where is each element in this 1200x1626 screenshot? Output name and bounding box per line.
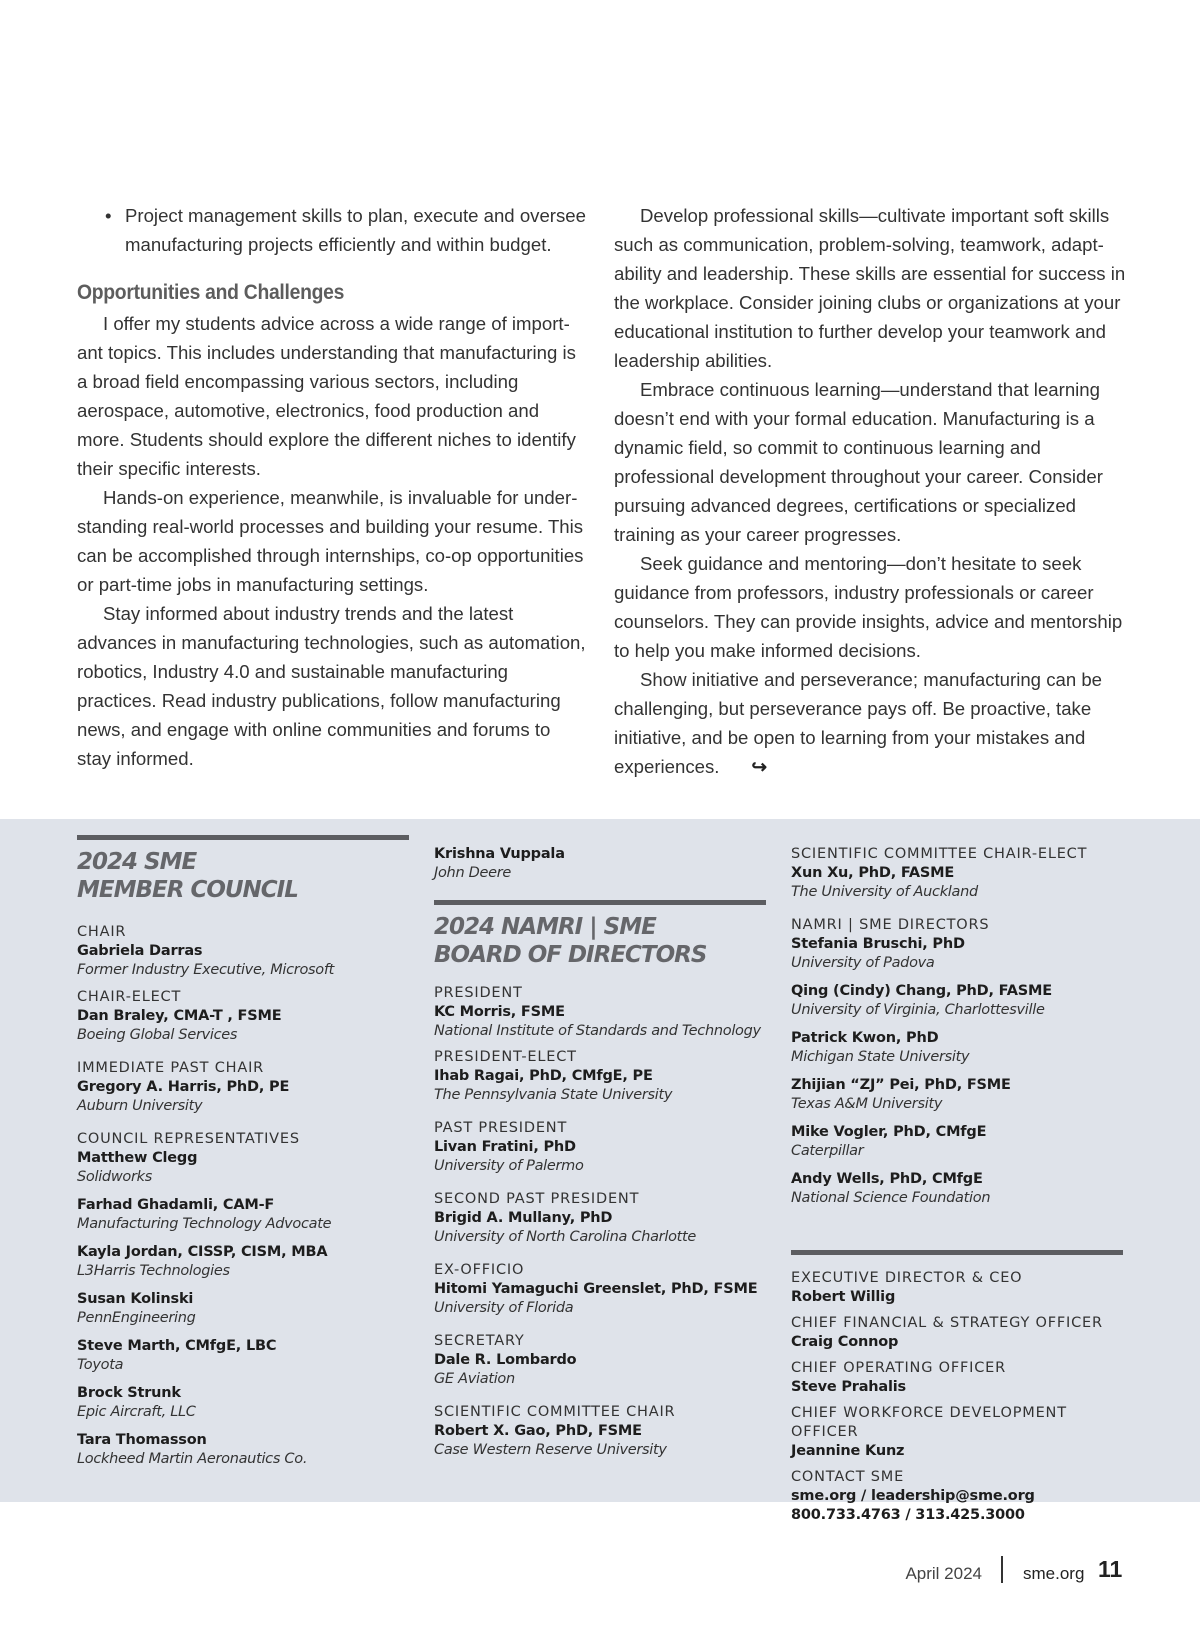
board-title	[434, 913, 766, 969]
member-org: The Pennsylvania State University	[434, 1087, 673, 1103]
role-label: SECRETARY	[434, 1333, 525, 1349]
council-title-line1: 2024 SME	[77, 849, 197, 875]
paragraph-last	[614, 665, 1126, 781]
end-mark-icon: ↪	[751, 756, 768, 777]
member-name: Andy Wells, PhD, CMfgE	[791, 1171, 983, 1187]
member-name: Steve Marth, CMfgE, LBC	[77, 1338, 277, 1354]
council-rep	[77, 1196, 409, 1234]
director	[791, 1076, 1123, 1114]
leadership-panel	[0, 819, 1200, 1523]
member-name: Kayla Jordan, CISSP, CISM, MBA	[77, 1244, 328, 1260]
role-label: SCIENTIFIC COMMITTEE CHAIR	[434, 1404, 676, 1420]
issue-date: April 2024	[905, 1564, 982, 1583]
member-name: Mike Vogler, PhD, CMfgE	[791, 1124, 987, 1140]
council-rep	[77, 1290, 409, 1328]
member-org: University of Palermo	[434, 1158, 584, 1174]
role-label: CHAIR	[77, 924, 127, 940]
member-org: Caterpillar	[791, 1143, 864, 1159]
bullet-marker: •	[105, 205, 112, 226]
article-left-column	[77, 201, 587, 773]
member-org: University of Padova	[791, 955, 935, 971]
council-rep	[77, 1384, 409, 1422]
paragraph-text: Show initiative and perseverance; manufacturing can be challenging, but perseverance pays off. Be proactive, take initiative, and be open to learning from your mistakes and experiences.	[614, 669, 1103, 777]
member-org: Toyota	[77, 1357, 124, 1373]
staff-name: Jeannine Kunz	[791, 1443, 905, 1459]
council-title	[77, 848, 409, 904]
role-label: NAMRI | SME DIRECTORS	[791, 917, 990, 933]
director	[791, 1170, 1123, 1208]
member-org: University of North Carolina Charlotte	[434, 1229, 697, 1245]
member-name: Dan Braley, CMA-T , FSME	[77, 1008, 282, 1024]
divider-rule	[77, 835, 409, 840]
directors-column	[791, 819, 1123, 1525]
board-title-line2: BOARD OF DIRECTORS	[434, 942, 707, 968]
role-label: SECOND PAST PRESIDENT	[434, 1191, 640, 1207]
member-name: Stefania Bruschi, PhD	[791, 936, 965, 952]
role-label: CONTACT SME	[791, 1469, 905, 1485]
member-org: Texas A&M University	[791, 1096, 943, 1112]
member-org: Manufacturing Technology Advocate	[77, 1216, 332, 1232]
member-org: National Science Foundation	[791, 1190, 991, 1206]
paragraph: Develop professional skills—cultivate important soft skills such as communication, problem-solving, teamwork, adaptability and leadership. These skills are essential for success in the workplace. Consider joining clubs or organizations at your educational institution to further develop your teamwork and leadership abilities.	[614, 205, 1126, 371]
director	[791, 935, 1123, 973]
member-org: Auburn University	[77, 1098, 203, 1114]
council-rep	[77, 1243, 409, 1281]
member-name: Qing (Cindy) Chang, PhD, FASME	[791, 983, 1052, 999]
role-label: CHIEF WORKFORCE DEVELOPMENT OFFICER	[791, 1405, 1067, 1440]
footer-divider	[1001, 1556, 1003, 1583]
role-label: PRESIDENT-ELECT	[434, 1049, 577, 1065]
member-name: Xun Xu, PhD, FASME	[791, 865, 955, 881]
divider-rule	[791, 1250, 1123, 1255]
member-name: KC Morris, FSME	[434, 1004, 565, 1020]
member-org: Epic Aircraft, LLC	[77, 1404, 196, 1420]
role-label: CHAIR-ELECT	[77, 989, 182, 1005]
contact-phone: 800.733.4763 / 313.425.3000	[791, 1507, 1025, 1523]
director	[791, 982, 1123, 1020]
member-org: L3Harris Technologies	[77, 1263, 230, 1279]
member-org: Lockheed Martin Aeronautics Co.	[77, 1451, 308, 1467]
council-title-line2: MEMBER COUNCIL	[77, 877, 298, 903]
role-label: EXECUTIVE DIRECTOR & CEO	[791, 1270, 1023, 1286]
section-heading: Opportunities and Challenges	[77, 281, 345, 304]
role-label: EX-OFFICIO	[434, 1262, 525, 1278]
council-rep	[77, 1431, 409, 1469]
role-label: IMMEDIATE PAST CHAIR	[77, 1060, 265, 1076]
role-label: PRESIDENT	[434, 985, 523, 1001]
role-label: CHIEF OPERATING OFFICER	[791, 1360, 1006, 1376]
article-right-column	[614, 201, 1126, 781]
member-org: The University of Auckland	[791, 884, 978, 900]
member-name: Livan Fratini, PhD	[434, 1139, 576, 1155]
member-org: University of Virginia, Charlottesville	[791, 1002, 1045, 1018]
council-rep	[434, 845, 766, 883]
staff-name: Craig Connop	[791, 1334, 899, 1350]
member-org: PennEngineering	[77, 1310, 196, 1326]
member-org: Michigan State University	[791, 1049, 970, 1065]
member-name: Brigid A. Mullany, PhD	[434, 1210, 613, 1226]
role-label: COUNCIL REPRESENTATIVES	[77, 1131, 300, 1147]
member-name: Gabriela Darras	[77, 943, 203, 959]
paragraph: Stay informed about industry trends and the latest advances in manufacturing technologies, such as automation, robotics, Industry 4.0 and sustainable manufacturing practices. Read industry publications, follow manufacturing news, and engage with online communities and forums to stay informed.	[77, 603, 586, 769]
member-org: GE Aviation	[434, 1371, 515, 1387]
bullet-text: Project management skills to plan, execute and oversee manufacturing projects efficiently and within budget.	[125, 205, 586, 255]
member-org: Case Western Reserve University	[434, 1442, 667, 1458]
member-name: Farhad Ghadamli, CAM-F	[77, 1197, 275, 1213]
member-org: Former Industry Executive, Microsoft	[77, 962, 335, 978]
member-name: Tara Thomasson	[77, 1432, 207, 1448]
paragraph: Embrace continuous learning—understand that learning doesn’t end with your formal education. Manufacturing is a dynamic field, so commit to continuous learning and professional development throughout your career. Consider pursuing advanced degrees, certifications or specialized training as your career progresses.	[614, 379, 1103, 545]
divider-rule	[434, 900, 766, 905]
site-link[interactable]: sme.org	[1023, 1564, 1085, 1583]
member-org: Boeing Global Services	[77, 1027, 238, 1043]
bullet-item	[77, 201, 587, 259]
member-org: John Deere	[434, 865, 512, 881]
council-column	[77, 819, 409, 1469]
member-name: Zhijian “ZJ” Pei, PhD, FSME	[791, 1077, 1011, 1093]
member-name: Patrick Kwon, PhD	[791, 1030, 939, 1046]
member-name: Dale R. Lombardo	[434, 1352, 577, 1368]
staff-name: Steve Prahalis	[791, 1379, 906, 1395]
director	[791, 1029, 1123, 1067]
staff-name: Robert Willig	[791, 1289, 896, 1305]
member-name: Gregory A. Harris, PhD, PE	[77, 1079, 290, 1095]
member-name: Brock Strunk	[77, 1385, 181, 1401]
member-name: Susan Kolinski	[77, 1291, 194, 1307]
paragraph: Seek guidance and mentoring—don’t hesitate to seek guidance from professors, industry professionals or career counselors. They can provide insights, advice and mentorship to help you make informed decisions.	[614, 553, 1123, 661]
member-name: Robert X. Gao, PhD, FSME	[434, 1423, 642, 1439]
paragraph: Hands-on experience, meanwhile, is invaluable for understanding real-world processes and building your resume. This can be accomplished through internships, co-op opportunities or part-time jobs in manufacturing settings.	[77, 487, 584, 595]
member-name: Ihab Ragai, PhD, CMfgE, PE	[434, 1068, 653, 1084]
paragraph: I offer my students advice across a wide range of important topics. This includes understanding that manufacturing is a broad field encompassing various sectors, including aerospace, automotive, electronics, food production and more. Students should explore the different niches to identify their specific interests.	[77, 313, 576, 479]
contact-web-email[interactable]: sme.org / leadership@sme.org	[791, 1488, 1035, 1504]
member-name: Matthew Clegg	[77, 1150, 198, 1166]
role-label: SCIENTIFIC COMMITTEE CHAIR-ELECT	[791, 846, 1088, 862]
role-label: CHIEF FINANCIAL & STRATEGY OFFICER	[791, 1315, 1103, 1331]
member-name: Hitomi Yamaguchi Greenslet, PhD, FSME	[434, 1281, 758, 1297]
board-title-line1: 2024 NAMRI | SME	[434, 914, 656, 940]
member-name: Krishna Vuppala	[434, 846, 565, 862]
council-rep	[77, 1337, 409, 1375]
council-rep	[77, 1149, 409, 1187]
page-number: 11	[1098, 1556, 1123, 1582]
board-column	[434, 819, 766, 1460]
member-org: Solidworks	[77, 1169, 152, 1185]
member-org: National Institute of Standards and Technology	[434, 1023, 761, 1039]
page-footer	[0, 1556, 1200, 1596]
director	[791, 1123, 1123, 1161]
role-label: PAST PRESIDENT	[434, 1120, 568, 1136]
member-org: University of Florida	[434, 1300, 574, 1316]
